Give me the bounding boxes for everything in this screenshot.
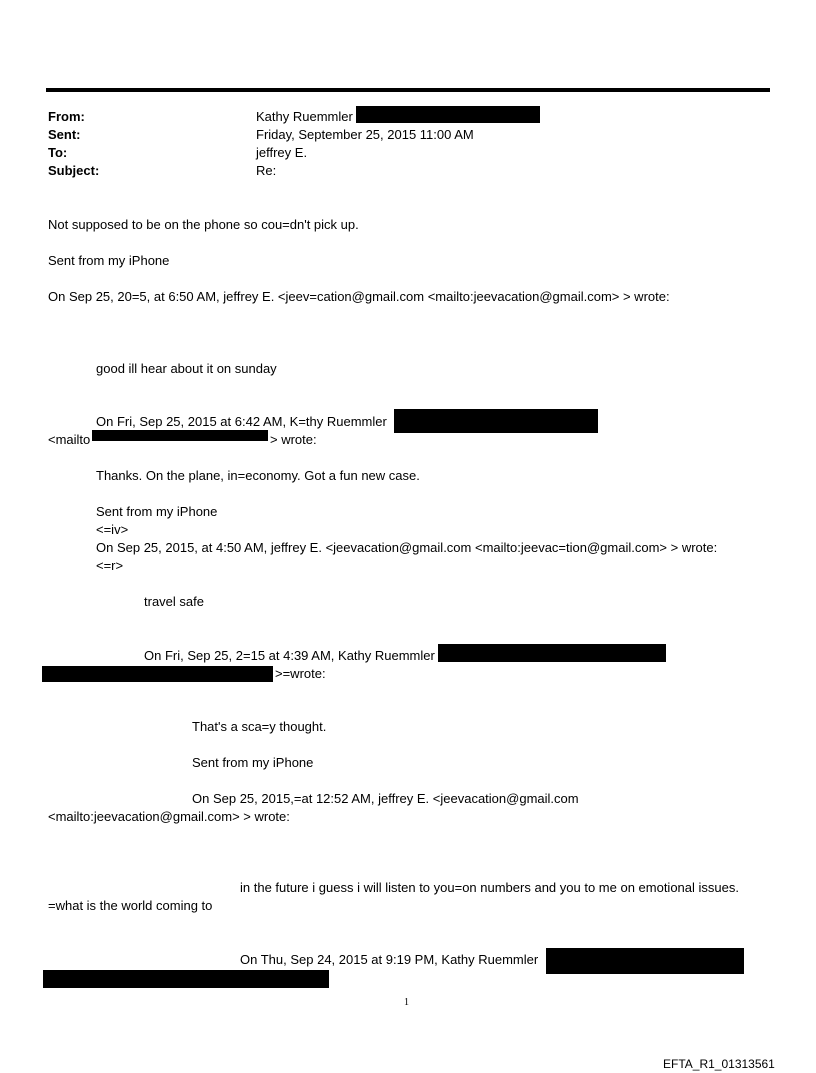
quoted-header: On Fri, Sep 25, 2=15 at 4:39 AM, Kathy Ruemmler <box>144 648 435 663</box>
redaction-mailto <box>42 666 273 682</box>
from-label: From: <box>48 109 85 124</box>
body-line: That's a sca=y thought. <box>192 719 327 734</box>
body-line: Thanks. On the plane, in=economy. Got a fun new case. <box>96 468 420 483</box>
quoted-header: On Fri, Sep 25, 2015 at 6:42 AM, K=thy Ruemmler <box>96 414 387 429</box>
quoted-header: <mailto:jeevacation@gmail.com> > wrote: <box>48 809 290 824</box>
body-line: Sent from my iPhone <box>192 755 314 770</box>
quoted-header: > wrote: <box>270 432 317 447</box>
redaction-mailto <box>43 970 329 988</box>
body-line: in the future i guess i will listen to you=on numbers and you to me on emotional issues. <box>240 880 739 895</box>
sent-label: Sent: <box>48 127 81 142</box>
quoted-header: On Sep 25, 2015,=at 12:52 AM, jeffrey E. <jeevacation@gmail.com <box>192 791 579 806</box>
quoted-header: On Thu, Sep 24, 2015 at 9:19 PM, Kathy Ruemmler <box>240 952 539 967</box>
body-line: Not supposed to be on the phone so cou=dn't pick up. <box>48 217 359 232</box>
to-label: To: <box>48 145 68 160</box>
redaction-email <box>394 409 598 433</box>
quoted-header: On Sep 25, 2015, at 4:50 AM, jeffrey E. <jeevacation@gmail.com <mailto:jeevac=tion@gmail.com> > wrote: <box>96 540 718 555</box>
subject-label: Subject: <box>48 163 100 178</box>
body-line: Sent from my iPhone <box>48 253 170 268</box>
body-line: =what is the world coming to <box>48 898 213 913</box>
body-line: good ill hear about it on sunday <box>96 361 277 376</box>
body-line: Sent from my iPhone <box>96 504 218 519</box>
subject-value: Re: <box>256 163 277 178</box>
document-id: EFTA_R1_01313561 <box>663 1057 775 1071</box>
sent-value: Friday, September 25, 2015 11:00 AM <box>256 127 474 142</box>
quoted-header: >=wrote: <box>275 666 326 681</box>
redaction-email <box>438 644 666 662</box>
body-line: travel safe <box>144 594 204 609</box>
quoted-header: <mailto <box>48 432 91 447</box>
header-rule <box>46 88 770 92</box>
page-number: 1 <box>404 997 409 1008</box>
redaction-from-email <box>356 106 540 123</box>
quoted-header: On Sep 25, 20=5, at 6:50 AM, jeffrey E. <jeev=cation@gmail.com <mailto:jeevacation@gmail.com> > wrote: <box>48 289 670 304</box>
body-line: <=iv> <box>96 522 129 537</box>
redaction-email <box>546 948 744 974</box>
from-value: Kathy Ruemmler <box>256 109 353 124</box>
body-line: <=r> <box>96 558 124 573</box>
to-value: jeffrey E. <box>256 145 308 160</box>
redaction-mailto <box>92 430 268 441</box>
